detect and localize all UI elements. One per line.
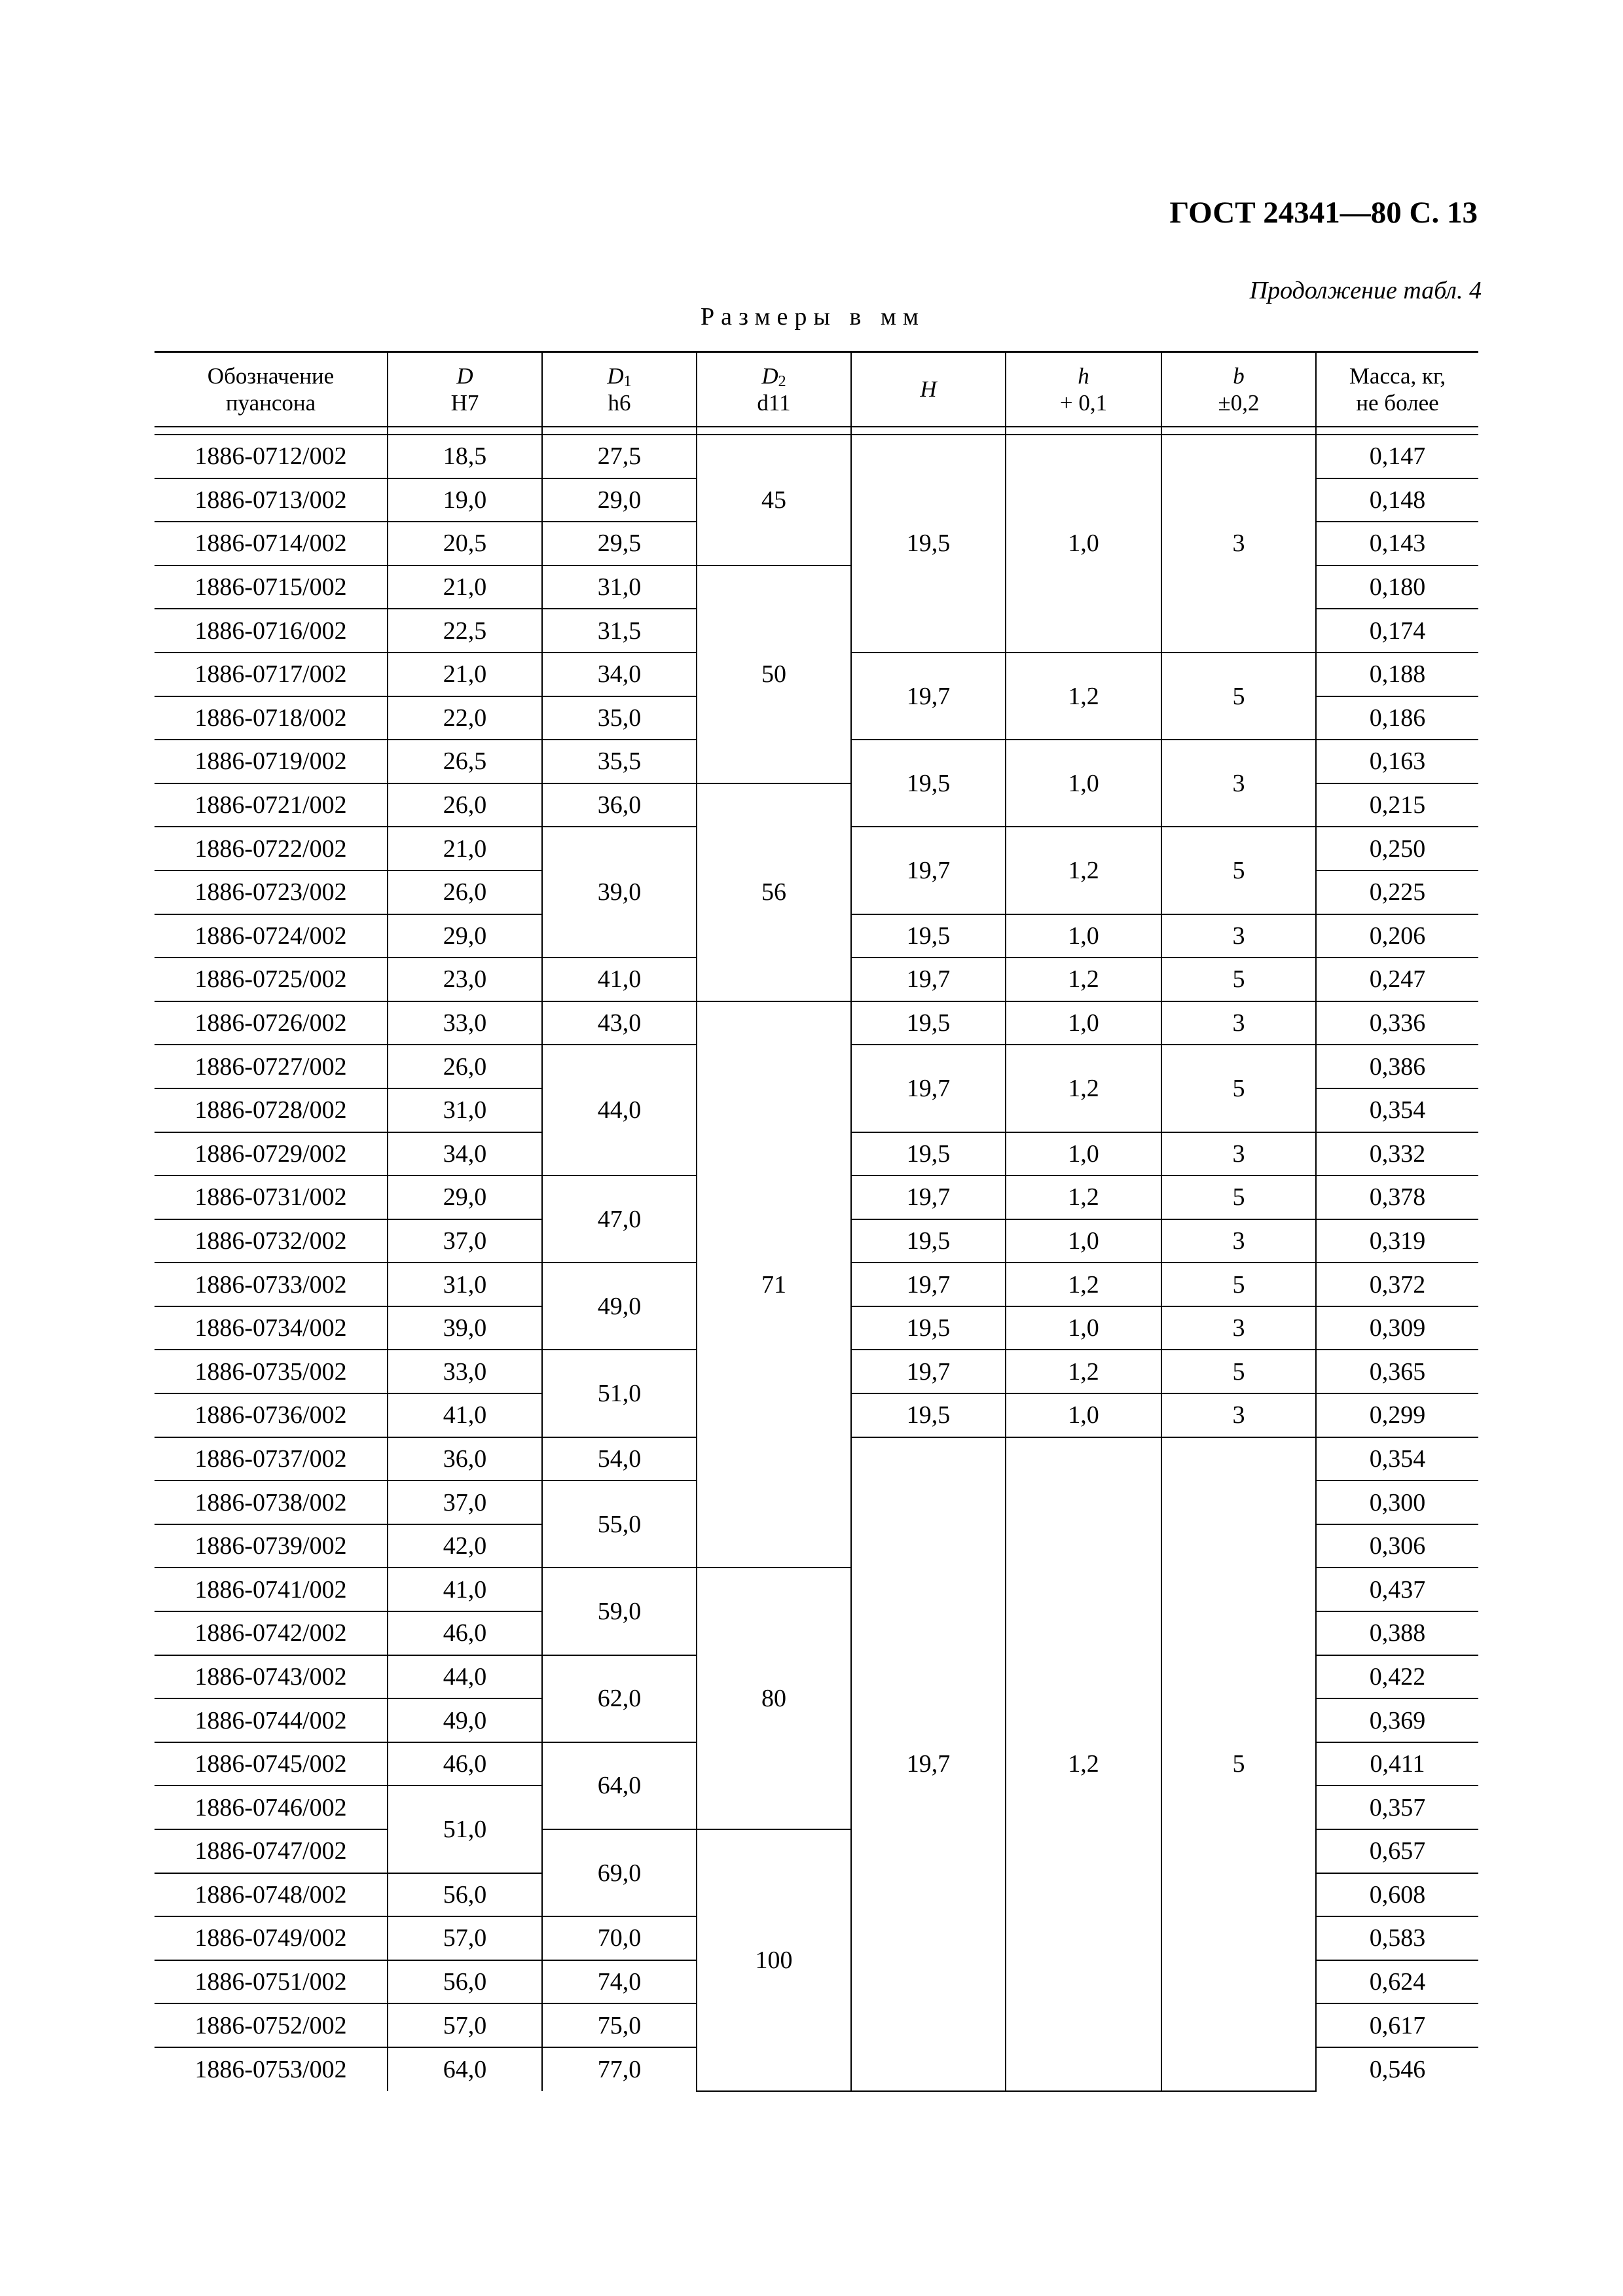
table-cell: 1886-0713/002 bbox=[155, 478, 388, 522]
units-caption: Размеры в мм bbox=[701, 303, 925, 331]
table-cell: 19,7 bbox=[851, 1175, 1006, 1219]
table-cell: 1,2 bbox=[1006, 1350, 1161, 1393]
col-header-h: h + 0,1 bbox=[1006, 352, 1161, 427]
table-cell: 1,0 bbox=[1006, 435, 1161, 653]
table-cell: 1886-0729/002 bbox=[155, 1132, 388, 1176]
table-cell: 31,0 bbox=[542, 565, 697, 609]
table-cell: 19,7 bbox=[851, 958, 1006, 1001]
table-cell: 54,0 bbox=[542, 1437, 697, 1481]
table-cell: 0,163 bbox=[1316, 740, 1478, 783]
table-cell: 42,0 bbox=[388, 1524, 542, 1568]
table-cell: 0,546 bbox=[1316, 2047, 1478, 2091]
table-cell: 22,0 bbox=[388, 696, 542, 740]
table-cell: 0,357 bbox=[1316, 1785, 1478, 1829]
table-cell: 19,7 bbox=[851, 1350, 1006, 1393]
table-cell: 1886-0739/002 bbox=[155, 1524, 388, 1568]
table-cell: 1886-0752/002 bbox=[155, 2003, 388, 2047]
table-cell: 36,0 bbox=[388, 1437, 542, 1481]
table-cell: 26,0 bbox=[388, 870, 542, 914]
col-header-designation: Обозначение пуансона bbox=[155, 352, 388, 427]
table-header-row bbox=[155, 352, 1478, 427]
table-cell: 29,0 bbox=[542, 478, 697, 522]
table-cell: 1886-0714/002 bbox=[155, 522, 388, 565]
table-cell: 19,7 bbox=[851, 1263, 1006, 1306]
table-cell: 19,5 bbox=[851, 1306, 1006, 1350]
table-cell: 45 bbox=[697, 435, 851, 565]
table-cell: 37,0 bbox=[388, 1480, 542, 1524]
table-cell: 1,0 bbox=[1006, 1306, 1161, 1350]
table-cell: 75,0 bbox=[542, 2003, 697, 2047]
table-cell: 19,5 bbox=[851, 1219, 1006, 1263]
table-cell: 1886-0716/002 bbox=[155, 609, 388, 653]
table-cell: 1,0 bbox=[1006, 1219, 1161, 1263]
table-row bbox=[155, 435, 1478, 478]
table-cell: 0,378 bbox=[1316, 1175, 1478, 1219]
table-cell: 0,372 bbox=[1316, 1263, 1478, 1306]
table-cell: 0,422 bbox=[1316, 1655, 1478, 1699]
table-cell: 0,386 bbox=[1316, 1045, 1478, 1088]
col-header-mass: Масса, кг, не более bbox=[1316, 352, 1478, 427]
table-cell: 77,0 bbox=[542, 2047, 697, 2091]
header-separator bbox=[155, 427, 1478, 435]
table-cell: 1,2 bbox=[1006, 1263, 1161, 1306]
table-cell: 1,0 bbox=[1006, 1001, 1161, 1045]
table-cell: 5 bbox=[1161, 827, 1316, 914]
table-cell: 59,0 bbox=[542, 1568, 697, 1655]
table-cell: 1886-0735/002 bbox=[155, 1350, 388, 1393]
table-cell: 1886-0724/002 bbox=[155, 914, 388, 958]
table-cell: 19,5 bbox=[851, 740, 1006, 827]
table-cell: 1886-0748/002 bbox=[155, 1873, 388, 1917]
table-cell: 19,7 bbox=[851, 653, 1006, 740]
punch-dimensions-table bbox=[155, 351, 1478, 2092]
table-cell: 1,0 bbox=[1006, 740, 1161, 827]
table-cell: 1886-0728/002 bbox=[155, 1088, 388, 1132]
table-cell: 20,5 bbox=[388, 522, 542, 565]
table-cell: 1886-0738/002 bbox=[155, 1480, 388, 1524]
table-cell: 1886-0742/002 bbox=[155, 1611, 388, 1655]
table-cell: 23,0 bbox=[388, 958, 542, 1001]
table-cell: 3 bbox=[1161, 914, 1316, 958]
table-cell: 19,0 bbox=[388, 478, 542, 522]
table-cell: 56,0 bbox=[388, 1960, 542, 2004]
table-row bbox=[155, 1001, 1478, 1045]
table-cell: 5 bbox=[1161, 958, 1316, 1001]
table-cell: 0,369 bbox=[1316, 1698, 1478, 1742]
table-cell: 69,0 bbox=[542, 1829, 697, 1916]
table-cell: 35,0 bbox=[542, 696, 697, 740]
table-cell: 74,0 bbox=[542, 1960, 697, 2004]
table-cell: 1886-0715/002 bbox=[155, 565, 388, 609]
table-cell: 31,0 bbox=[388, 1088, 542, 1132]
table-cell: 1886-0721/002 bbox=[155, 783, 388, 827]
table-cell: 0,332 bbox=[1316, 1132, 1478, 1176]
table-cell: 27,5 bbox=[542, 435, 697, 478]
table-cell: 1,2 bbox=[1006, 827, 1161, 914]
table-cell: 36,0 bbox=[542, 783, 697, 827]
table-cell: 26,0 bbox=[388, 783, 542, 827]
table-cell: 0,657 bbox=[1316, 1829, 1478, 1873]
table-cell: 0,174 bbox=[1316, 609, 1478, 653]
table-cell: 1886-0723/002 bbox=[155, 870, 388, 914]
table-cell: 0,300 bbox=[1316, 1480, 1478, 1524]
table-cell: 1886-0717/002 bbox=[155, 653, 388, 696]
table-cell: 34,0 bbox=[388, 1132, 542, 1176]
table-cell: 0,608 bbox=[1316, 1873, 1478, 1917]
table-cell: 1886-0741/002 bbox=[155, 1568, 388, 1611]
table-cell: 44,0 bbox=[542, 1045, 697, 1175]
table-cell: 5 bbox=[1161, 653, 1316, 740]
table-cell: 5 bbox=[1161, 1045, 1316, 1132]
table-cell: 0,147 bbox=[1316, 435, 1478, 478]
table-cell: 3 bbox=[1161, 1132, 1316, 1176]
table-cell: 1886-0722/002 bbox=[155, 827, 388, 870]
table-cell: 0,624 bbox=[1316, 1960, 1478, 2004]
table-cell: 62,0 bbox=[542, 1655, 697, 1742]
table-cell: 29,5 bbox=[542, 522, 697, 565]
table-cell: 0,299 bbox=[1316, 1393, 1478, 1437]
table-cell: 19,5 bbox=[851, 1001, 1006, 1045]
table-cell: 1886-0744/002 bbox=[155, 1698, 388, 1742]
table-cell: 0,206 bbox=[1316, 914, 1478, 958]
table-cell: 49,0 bbox=[542, 1263, 697, 1350]
table-cell: 1886-0733/002 bbox=[155, 1263, 388, 1306]
table-cell: 39,0 bbox=[388, 1306, 542, 1350]
table-cell: 0,306 bbox=[1316, 1524, 1478, 1568]
col-header-b: b ±0,2 bbox=[1161, 352, 1316, 427]
table-cell: 5 bbox=[1161, 1263, 1316, 1306]
table-cell: 19,5 bbox=[851, 914, 1006, 958]
table-cell: 51,0 bbox=[542, 1350, 697, 1437]
table-cell: 0,411 bbox=[1316, 1742, 1478, 1786]
table-cell: 5 bbox=[1161, 1350, 1316, 1393]
table-cell: 1886-0746/002 bbox=[155, 1785, 388, 1829]
table-cell: 21,0 bbox=[388, 653, 542, 696]
table-cell: 1886-0727/002 bbox=[155, 1045, 388, 1088]
table-cell: 1886-0712/002 bbox=[155, 435, 388, 478]
table-cell: 70,0 bbox=[542, 1916, 697, 1960]
table-cell: 56,0 bbox=[388, 1873, 542, 1917]
table-cell: 39,0 bbox=[542, 827, 697, 958]
table-cell: 51,0 bbox=[388, 1785, 542, 1873]
table-cell: 71 bbox=[697, 1001, 851, 1568]
table-cell: 1886-0725/002 bbox=[155, 958, 388, 1001]
table-cell: 0,336 bbox=[1316, 1001, 1478, 1045]
table-cell: 0,215 bbox=[1316, 783, 1478, 827]
table-cell: 47,0 bbox=[542, 1175, 697, 1263]
table-cell: 3 bbox=[1161, 1393, 1316, 1437]
table-cell: 0,188 bbox=[1316, 653, 1478, 696]
table-cell: 1886-0751/002 bbox=[155, 1960, 388, 2004]
col-header-height: H bbox=[851, 352, 1006, 427]
col-header-d2: $D_2$ d11 bbox=[697, 352, 851, 427]
table-cell: 3 bbox=[1161, 740, 1316, 827]
table-cell: 44,0 bbox=[388, 1655, 542, 1699]
table-cell: 18,5 bbox=[388, 435, 542, 478]
table-cell: 41,0 bbox=[542, 958, 697, 1001]
table-cell: 0,617 bbox=[1316, 2003, 1478, 2047]
table-cell: 1886-0753/002 bbox=[155, 2047, 388, 2091]
table-body bbox=[155, 435, 1478, 2091]
table-cell: 1,2 bbox=[1006, 1045, 1161, 1132]
table-cell: 0,186 bbox=[1316, 696, 1478, 740]
table-cell: 37,0 bbox=[388, 1219, 542, 1263]
table-cell: 26,5 bbox=[388, 740, 542, 783]
table-cell: 3 bbox=[1161, 435, 1316, 653]
table-cell: 0,250 bbox=[1316, 827, 1478, 870]
table-cell: 100 bbox=[697, 1829, 851, 2091]
table-cell: 1,0 bbox=[1006, 1393, 1161, 1437]
table-cell: 1,0 bbox=[1006, 914, 1161, 958]
table-cell: 1886-0726/002 bbox=[155, 1001, 388, 1045]
table-cell: 21,0 bbox=[388, 565, 542, 609]
table-cell: 5 bbox=[1161, 1437, 1316, 2091]
table-cell: 55,0 bbox=[542, 1480, 697, 1568]
table-cell: 26,0 bbox=[388, 1045, 542, 1088]
table-cell: 0,354 bbox=[1316, 1437, 1478, 1481]
table-cell: 0,143 bbox=[1316, 522, 1478, 565]
table-cell: 0,365 bbox=[1316, 1350, 1478, 1393]
table-cell: 46,0 bbox=[388, 1742, 542, 1786]
table-cell: 0,437 bbox=[1316, 1568, 1478, 1611]
table-cell: 34,0 bbox=[542, 653, 697, 696]
table-cell: 19,7 bbox=[851, 1437, 1006, 2091]
table-cell: 29,0 bbox=[388, 914, 542, 958]
table-cell: 1886-0743/002 bbox=[155, 1655, 388, 1699]
table-cell: 19,5 bbox=[851, 1393, 1006, 1437]
table-cell: 29,0 bbox=[388, 1175, 542, 1219]
table-cell: 1886-0736/002 bbox=[155, 1393, 388, 1437]
table-cell: 3 bbox=[1161, 1306, 1316, 1350]
table-cell: 1,2 bbox=[1006, 1175, 1161, 1219]
table-cell: 19,7 bbox=[851, 827, 1006, 914]
table-cell: 1886-0732/002 bbox=[155, 1219, 388, 1263]
table-cell: 1886-0731/002 bbox=[155, 1175, 388, 1219]
table-cell: 1,2 bbox=[1006, 958, 1161, 1001]
table-cell: 1886-0749/002 bbox=[155, 1916, 388, 1960]
table-cell: 0,319 bbox=[1316, 1219, 1478, 1263]
table-cell: 19,5 bbox=[851, 435, 1006, 653]
table-cell: 31,5 bbox=[542, 609, 697, 653]
table-cell: 1,2 bbox=[1006, 1437, 1161, 2091]
table-cell: 56 bbox=[697, 783, 851, 1001]
table-cell: 33,0 bbox=[388, 1350, 542, 1393]
table-cell: 80 bbox=[697, 1568, 851, 1829]
table-cell: 1886-0718/002 bbox=[155, 696, 388, 740]
table-cell: 0,247 bbox=[1316, 958, 1478, 1001]
table-cell: 57,0 bbox=[388, 1916, 542, 1960]
table-cell: 21,0 bbox=[388, 827, 542, 870]
table-cell: 1886-0747/002 bbox=[155, 1829, 388, 1873]
table-cell: 0,225 bbox=[1316, 870, 1478, 914]
table-cell: 41,0 bbox=[388, 1393, 542, 1437]
table-cell: 64,0 bbox=[542, 1742, 697, 1829]
table-cell: 1886-0737/002 bbox=[155, 1437, 388, 1481]
table-cell: 19,7 bbox=[851, 1045, 1006, 1132]
table-cell: 0,309 bbox=[1316, 1306, 1478, 1350]
table-cell: 35,5 bbox=[542, 740, 697, 783]
col-header-d: D H7 bbox=[388, 352, 542, 427]
col-header-d1: $D_1$ h6 bbox=[542, 352, 697, 427]
page-header: ГОСТ 24341—80 С. 13 bbox=[1169, 196, 1478, 230]
table-cell: 0,583 bbox=[1316, 1916, 1478, 1960]
table-cell: 5 bbox=[1161, 1175, 1316, 1219]
table-continuation-label: Продолжение табл. 4 bbox=[1249, 277, 1482, 304]
table-cell: 1886-0734/002 bbox=[155, 1306, 388, 1350]
table-cell: 1886-0719/002 bbox=[155, 740, 388, 783]
table-cell: 0,180 bbox=[1316, 565, 1478, 609]
table-cell: 43,0 bbox=[542, 1001, 697, 1045]
table-cell: 64,0 bbox=[388, 2047, 542, 2091]
table-cell: 33,0 bbox=[388, 1001, 542, 1045]
table-cell: 1886-0745/002 bbox=[155, 1742, 388, 1786]
table-cell: 3 bbox=[1161, 1219, 1316, 1263]
table-cell: 49,0 bbox=[388, 1698, 542, 1742]
table-cell: 41,0 bbox=[388, 1568, 542, 1611]
table-cell: 1,2 bbox=[1006, 653, 1161, 740]
table-cell: 22,5 bbox=[388, 609, 542, 653]
table-cell: 0,388 bbox=[1316, 1611, 1478, 1655]
table-cell: 57,0 bbox=[388, 2003, 542, 2047]
table-cell: 46,0 bbox=[388, 1611, 542, 1655]
table-cell: 0,148 bbox=[1316, 478, 1478, 522]
table-cell: 19,5 bbox=[851, 1132, 1006, 1176]
table-cell: 1,0 bbox=[1006, 1132, 1161, 1176]
table-cell: 0,354 bbox=[1316, 1088, 1478, 1132]
table-cell: 31,0 bbox=[388, 1263, 542, 1306]
table-cell: 3 bbox=[1161, 1001, 1316, 1045]
table-cell: 50 bbox=[697, 565, 851, 783]
